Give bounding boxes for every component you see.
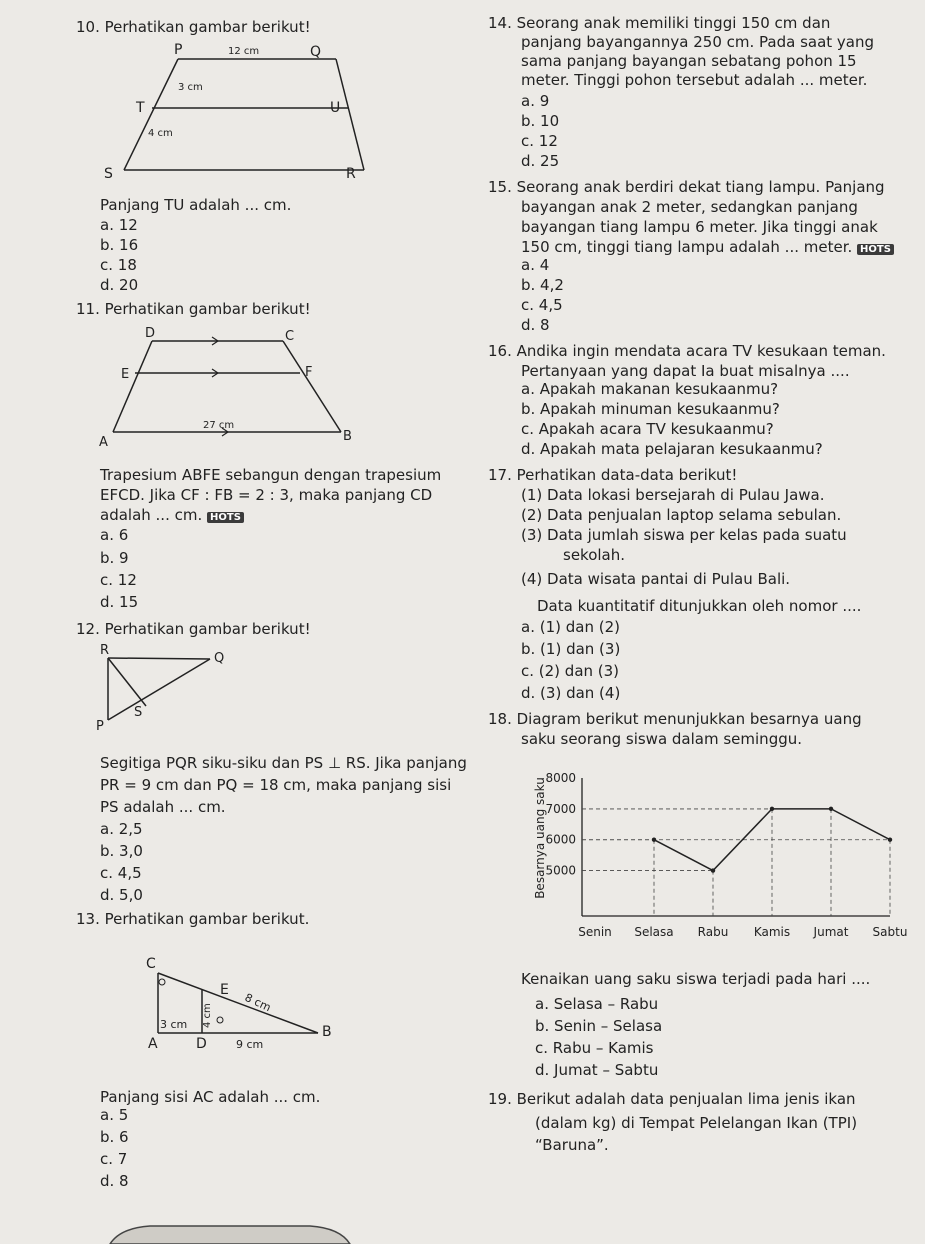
q18-text-line-2: saku seorang siswa dalam seminggu. [521,730,803,748]
q15-text-line-2: bayangan anak 2 meter, sedangkan panjang [521,198,858,216]
q18-option-b: b. Senin – Selasa [535,1017,663,1035]
q13-option-c: c. 7 [100,1150,128,1168]
chart-data-point [888,838,892,842]
q13-label-d: D [196,1036,207,1052]
q18-option-a: a. Selasa – Rabu [535,995,659,1013]
q10-option-b: b. 16 [100,236,139,254]
chart-data-point [829,807,833,811]
q11-label-b: B [343,429,352,444]
q13-label-ad: 3 cm [160,1018,188,1031]
q18-text-line-1: 18. Diagram berikut menunjukkan besarnya uang [488,710,862,728]
hots-badge: HOTS [207,512,244,523]
q19-text-line-1: 19. Berikut adalah data penjualan lima jenis ikan [488,1090,856,1108]
q12-text-line-3: PS adalah ... cm. [100,798,226,816]
chart-y-tick-label: 7000 [545,801,576,816]
chart-y-tick-label: 5000 [545,863,576,878]
q17-item-2: (2) Data penjualan laptop selama sebulan. [521,506,842,524]
q16-option-b: b. Apakah minuman kesukaanmu? [521,400,780,418]
q13-option-a: a. 5 [100,1106,129,1124]
q15-option-d: d. 8 [521,316,550,334]
q14-text-line-2: panjang bayangannya 250 cm. Pada saat yang [521,33,875,51]
q17-option-d: d. (3) dan (4) [521,684,621,702]
q11-side-da [113,341,152,432]
q13-label-de: 4 cm [202,1003,213,1028]
q12-title: 12. Perhatikan gambar berikut! [76,620,311,638]
chart-data-point [711,868,715,872]
q13-question: Panjang sisi AC adalah ... cm. [100,1088,321,1106]
q17-item-4: (4) Data wisata pantai di Pulau Bali. [521,570,791,588]
q10-label-u: U [330,100,341,116]
q11-label-e: E [121,367,130,382]
q19-text-line-2: (dalam kg) di Tempat Pelelangan Ikan (TPI) [535,1114,858,1132]
bottom-tab-shape [110,1226,350,1244]
q15-option-c: c. 4,5 [521,296,563,314]
q13-option-b: b. 6 [100,1128,129,1146]
q12-option-a: a. 2,5 [100,820,143,838]
q12-label-r: R [100,643,110,658]
q10-label-q: Q [310,44,322,60]
q13-option-d: d. 8 [100,1172,129,1190]
q15-option-a: a. 4 [521,256,550,274]
chart-x-category-label: Senin [578,925,612,939]
q14-option-d: d. 25 [521,152,560,170]
q10-label-t: T [136,100,145,116]
q13-label-b: B [322,1024,332,1040]
q11-text-line-1: Trapesium ABFE sebangun dengan trapesium [100,466,442,484]
q17-title: 17. Perhatikan data-data berikut! [488,466,738,484]
q10-title: 10. Perhatikan gambar berikut! [76,18,311,36]
q10-side-ps [124,59,178,170]
q11-label-ab: 27 cm [203,420,235,431]
q10-question: Panjang TU adalah ... cm. [100,196,292,214]
q18-question: Kenaikan uang saku siswa terjadi pada hari .... [521,970,871,988]
q10-label-r: R [346,166,356,182]
q11-label-a: A [99,435,108,450]
q14-option-c: c. 12 [521,132,558,150]
q13-angle-mark-icon [217,1017,223,1023]
q18-option-d: d. Jumat – Sabtu [535,1061,659,1079]
q14-text-line-4: meter. Tinggi pohon tersebut adalah ... meter. [521,71,868,89]
q12-label-p: P [96,719,104,734]
q17-option-c: c. (2) dan (3) [521,662,620,680]
q14-option-a: a. 9 [521,92,550,110]
chart-x-category-label: Selasa [634,925,674,939]
q11-option-a: a. 6 [100,526,129,544]
q12-label-q: Q [214,651,225,666]
q12-text-line-1: Segitiga PQR siku-siku dan PS ⊥ RS. Jika panjang [100,754,467,772]
q13-angle-mark-icon [159,979,165,985]
q11-text-line-2: EFCD. Jika CF : FB = 2 : 3, maka panjang CD [100,486,433,504]
q14-text-line-1: 14. Seorang anak memiliki tinggi 150 cm dan [488,14,831,32]
hots-badge: HOTS [857,244,894,255]
q10-label-s: S [104,166,113,182]
chart-data-point [652,838,656,842]
q13-label-ec: 8 cm [242,990,273,1015]
q13-triangle-figure [140,948,360,1073]
q13-label-db: 9 cm [236,1038,264,1051]
q11-option-b: b. 9 [100,549,129,567]
q10-option-d: d. 20 [100,276,139,294]
q16-option-d: d. Apakah mata pelajaran kesukaanmu? [521,440,823,458]
q17-item-1: (1) Data lokasi bersejarah di Pulau Jawa. [521,486,825,504]
q12-text-line-2: PR = 9 cm dan PQ = 18 cm, maka panjang sisi [100,776,452,794]
q12-side-rq [108,658,210,659]
q16-text-line-1: 16. Andika ingin mendata acara TV kesukaan teman. [488,342,886,360]
q16-option-c: c. Apakah acara TV kesukaanmu? [521,420,774,438]
q18-line-chart [520,768,908,958]
q12-triangle-figure [92,640,252,740]
q17-item-3: (3) Data jumlah siswa per kelas pada suatu [521,526,847,544]
q10-trapezoid-figure [100,38,370,182]
chart-x-category-label: Kamis [753,925,791,939]
q11-label-f: F [305,365,313,380]
q11-label-c: C [285,329,295,344]
q11-side-cb [283,341,341,432]
q11-label-d: D [145,326,156,341]
q13-label-a: A [148,1036,158,1052]
q14-text-line-3: sama panjang bayangan sebatang pohon 15 [521,52,857,70]
q12-option-c: c. 4,5 [100,864,142,882]
q16-option-a: a. Apakah makanan kesukaanmu? [521,380,779,398]
q17-option-a: a. (1) dan (2) [521,618,620,636]
q12-label-s: S [134,705,143,720]
q11-option-d: d. 15 [100,593,139,611]
page-bottom-decoration [0,1222,925,1244]
chart-y-tick-label: 8000 [545,771,576,785]
q13-label-e: E [220,982,229,998]
q17-item-3-cont: sekolah. [563,546,626,564]
q19-text-line-3: “Baruna”. [535,1136,609,1154]
q15-option-b: b. 4,2 [521,276,564,294]
q11-option-c: c. 12 [100,571,137,589]
q12-option-b: b. 3,0 [100,842,143,860]
chart-x-category-label: Sabtu [872,925,908,939]
q17-option-b: b. (1) dan (3) [521,640,621,658]
chart-y-tick-label: 6000 [545,832,576,847]
q10-option-c: c. 18 [100,256,137,274]
chart-data-point [770,807,774,811]
q14-option-b: b. 10 [521,112,560,130]
q13-label-c: C [146,956,156,972]
q11-text-line-3: adalah ... cm. HOTS [100,506,244,527]
q12-option-d: d. 5,0 [100,886,143,904]
q10-option-a: a. 12 [100,216,138,234]
chart-ylabel: Besarnya uang saku [533,777,547,899]
q17-question: Data kuantitatif ditunjukkan oleh nomor .... [537,597,862,615]
q13-title: 13. Perhatikan gambar berikut. [76,910,310,928]
q15-text-line-4: 150 cm, tinggi tiang lampu adalah ... meter. HOTS [521,238,894,259]
q11-title: 11. Perhatikan gambar berikut! [76,300,311,318]
q11-trapezoid-figure [95,322,365,452]
chart-x-category-label: Rabu [697,925,729,939]
q18-option-c: c. Rabu – Kamis [535,1039,654,1057]
q12-segment-rs [108,658,146,706]
q10-label-p: P [174,42,183,58]
q15-text-line-1: 15. Seorang anak berdiri dekat tiang lampu. Panjang [488,178,885,196]
q10-label-pt: 3 cm [178,82,203,93]
chart-x-category-label: Jumat [813,925,849,939]
q12-side-pq [108,659,210,720]
q15-text-line-3: bayangan tiang lampu 6 meter. Jika tinggi anak [521,218,878,236]
q16-text-line-2: Pertanyaan yang dapat Ia buat misalnya .... [521,362,850,380]
q10-label-ts: 4 cm [148,128,173,139]
q10-label-pq: 12 cm [228,46,260,57]
